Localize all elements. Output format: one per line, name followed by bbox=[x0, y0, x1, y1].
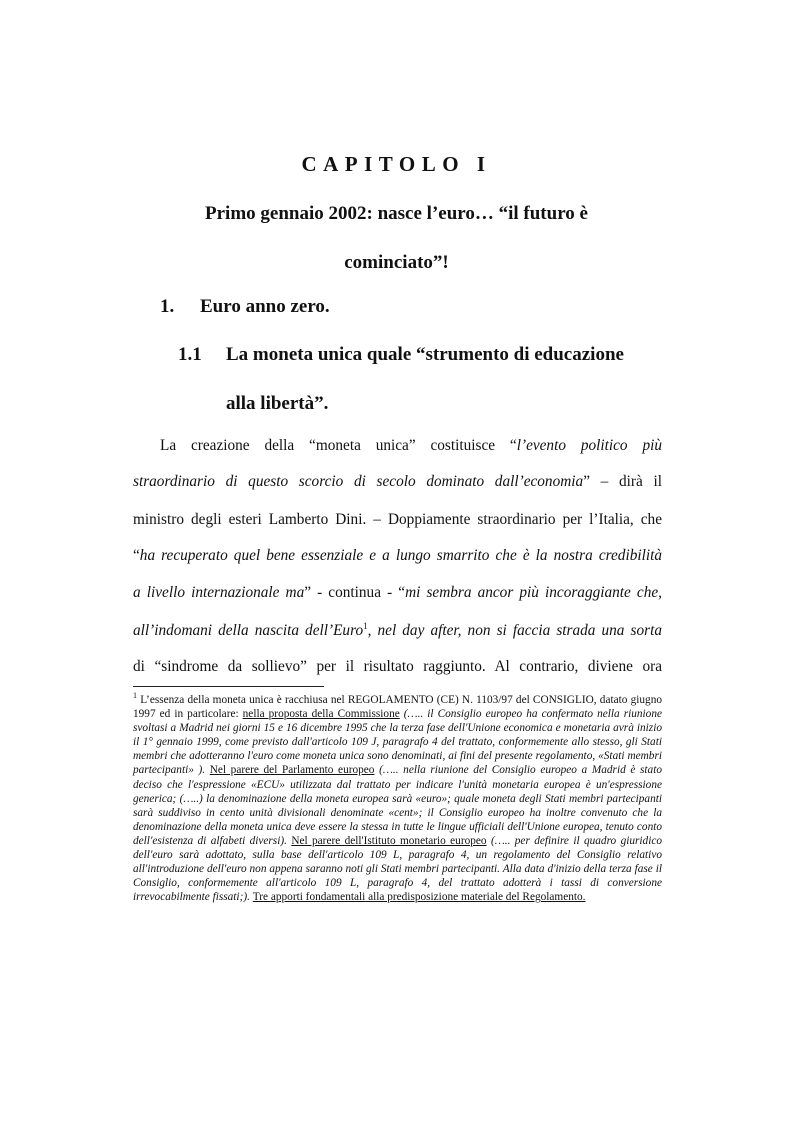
chapter-heading: CAPITOLO I bbox=[301, 152, 492, 176]
subsection-heading bbox=[178, 344, 662, 366]
body-text: ” – dirà il bbox=[583, 473, 662, 490]
footnote bbox=[133, 693, 662, 904]
footnote-separator bbox=[133, 686, 324, 687]
body-quote: a livello internazionale ma bbox=[133, 584, 305, 601]
body-line bbox=[133, 472, 662, 492]
subsection-title-line-1: La moneta unica quale “strumento di educazione bbox=[226, 344, 624, 365]
footnote-quote: (….. per definire il quadro giuridico dell'euro sarà adottato, sulla base dell'articolo 109 L, paragrafo 4, un regolamento del Consiglio relativo all'introduzione dell'euro non appena saranno noti gli Stati membri partecipanti. Alla data d'inizio della terza fase il Consiglio, conformemente all'articolo 109 L, paragrafo 4, del trattato adotterà i tassi di conversione irrevocabilmente fissati;). bbox=[133, 834, 663, 904]
body-line bbox=[133, 657, 662, 677]
body-quote: mi sembra ancor più incoraggiante che, bbox=[405, 584, 662, 601]
body-line bbox=[133, 583, 662, 603]
body-text: ” - continua - “ bbox=[304, 584, 406, 601]
footnote-quote: (….. il Consiglio europeo ha confermato nella riunione svoltasi a Madrid nei giorni 15 e 16 dicembre 1995 che la terza fase dell'Unione economica e monetaria avrà inizio il 1° gennaio 1999, come previsto dall'articolo 109 J, paragrafo 4 del trattato, conformemente allo stesso, gli Stati membri che adotteranno l'euro come moneta unica sono denominati, ai fini del presente regolamento, «Stati membri partecipanti» ). bbox=[133, 708, 662, 777]
body-text: “ bbox=[133, 547, 140, 564]
subsection-number: 1.1 bbox=[178, 344, 202, 365]
body-text: La creazione della “moneta unica” costituisce “ bbox=[160, 437, 517, 454]
footnote-underlined-text: Nel parere dell'Istituto monetario europeo bbox=[291, 834, 487, 847]
section-title: Euro anno zero. bbox=[200, 296, 330, 317]
footnote-quote: (….. nella riunione del Consiglio europeo a Madrid è stato deciso che l'espressione «ECU» utilizzata dal trattato per indicare l'unità monetaria europea è un'espressione generica; (…..) la denominazione della moneta europea sarà «euro»; quale moneta degli Stati membri partecipanti sarà suddiviso in cento unità divisionali denominate «cent»; il Consiglio europeo ha inoltre convenuto che la denominazione della moneta unica deve essere la stessa in tutte le lingue ufficiali dell'Unione europea, tenuto conto dell'esistenza di alfabeti diversi). bbox=[133, 764, 662, 847]
chapter-subtitle-line-1: Primo gennaio 2002: nasce l’euro… “il futuro è bbox=[205, 203, 588, 224]
body-quote: all’indomani della nascita dell’Euro bbox=[133, 622, 364, 639]
body-line bbox=[133, 546, 662, 566]
body-quote: l’evento politico più bbox=[516, 437, 662, 454]
body-text: ministro degli esteri Lamberto Dini. – Doppiamente straordinario per l’Italia, che bbox=[133, 511, 662, 528]
footnote-marker: 1 bbox=[133, 691, 137, 701]
footnote-underlined-text: Tre apporti fondamentali alla predisposizione materiale del Regolamento. bbox=[252, 891, 586, 904]
chapter-subtitle-line-2: cominciato”! bbox=[344, 252, 449, 273]
section-heading bbox=[160, 296, 330, 318]
body-line bbox=[133, 510, 662, 530]
subsection-title-line-2: alla libertà”. bbox=[226, 393, 329, 414]
footnote-underlined-text: nella proposta della Commissione bbox=[242, 708, 400, 721]
body-text: di “sindrome da sollievo” per il risultato raggiunto. Al contrario, diviene ora bbox=[133, 658, 662, 675]
body-quote: , nel day after, non si faccia strada una sorta bbox=[367, 622, 662, 639]
body-quote: straordinario di questo scorcio di secolo dominato dall’economia bbox=[133, 473, 584, 490]
body-line bbox=[160, 436, 662, 456]
body-line bbox=[133, 621, 662, 641]
body-quote: ha recuperato quel bene essenziale e a lungo smarrito che è la nostra credibilità bbox=[139, 547, 662, 564]
section-number: 1. bbox=[160, 296, 175, 317]
footnote-reference[interactable]: 1 bbox=[363, 620, 368, 631]
footnote-text: L’essenza della moneta unica è racchiusa nel REGOLAMENTO (CE) N. 1103/97 del CONSIGLIO, datato giugno 1997 ed in particolare: bbox=[133, 694, 662, 721]
footnote-underlined-text: Nel parere del Parlamento europeo bbox=[209, 764, 375, 777]
